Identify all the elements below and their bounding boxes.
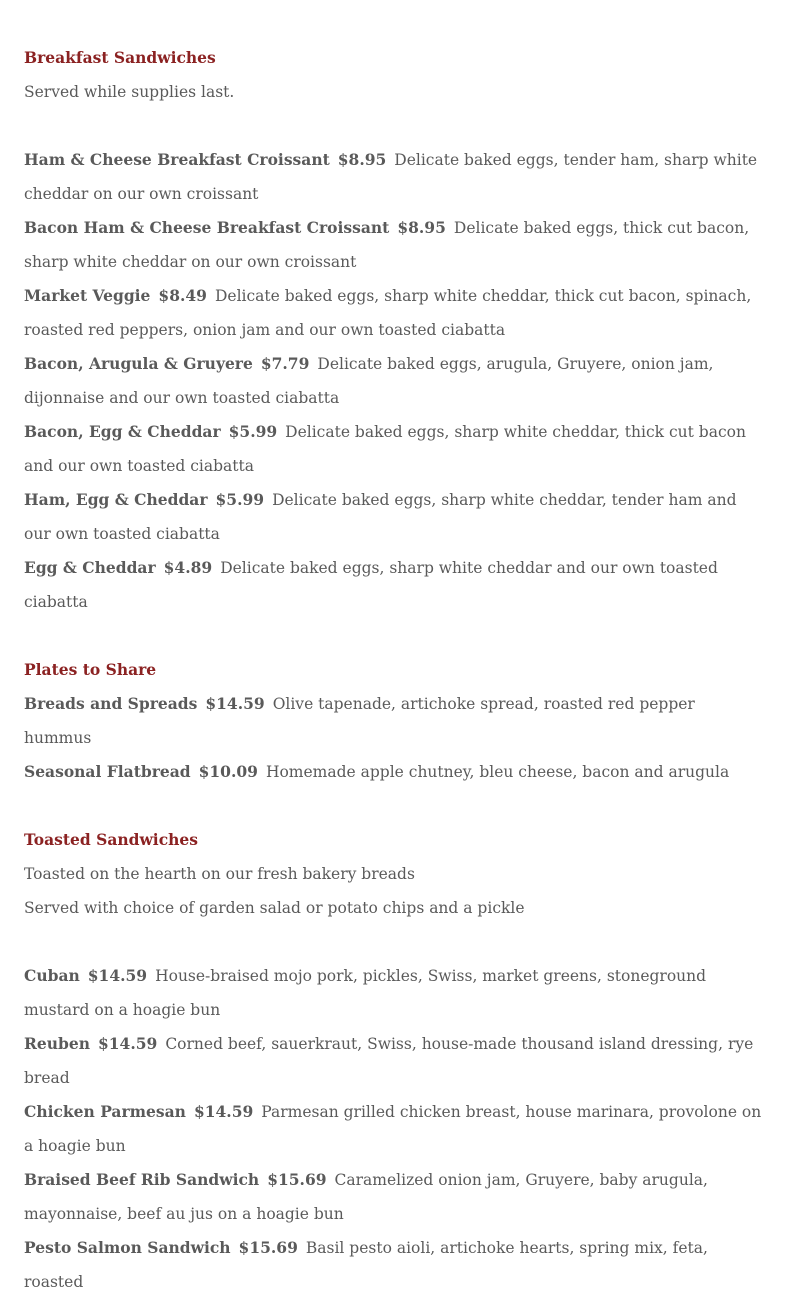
item-price: $8.49 (158, 286, 207, 305)
intro-text (24, 0, 764, 7)
item-name: Ham & Cheese Breakfast Croissant (24, 150, 330, 169)
item-description: Olive tapenade, artichoke spread, roasted red pepper hummus (24, 695, 695, 747)
item-name: Breads and Spreads (24, 694, 198, 713)
section-heading-toasted: Toasted Sandwiches (24, 830, 198, 849)
menu-item (24, 347, 764, 415)
item-description: Basil pesto aioli, artichoke hearts, spring mix, feta, roasted (24, 1239, 708, 1291)
item-description: Caramelized onion jam, Gruyere, baby arugula, mayonnaise, beef au jus on a hoagie bun (24, 1171, 708, 1223)
section-note: Served while supplies last. (24, 83, 235, 101)
item-price: $15.69 (267, 1170, 327, 1189)
item-price: $14.59 (97, 1034, 158, 1053)
item-price: $14.59 (193, 1102, 254, 1121)
item-name: Bacon Ham & Cheese Breakfast Croissant (24, 218, 390, 237)
item-name: Bacon, Egg & Cheddar (24, 422, 221, 441)
item-name: Egg & Cheddar (24, 558, 156, 577)
item-name: Chicken Parmesan (24, 1102, 186, 1121)
item-price: $4.89 (163, 558, 213, 577)
item-name: Braised Beef Rib Sandwich (24, 1170, 260, 1189)
item-name: Cuban (24, 966, 80, 985)
item-name: Ham, Egg & Cheddar (24, 490, 208, 509)
item-price: $5.99 (228, 422, 278, 441)
item-description: Delicate baked eggs, tender ham, sharp white cheddar on our own croissant (24, 151, 758, 203)
menu-item (24, 1095, 764, 1163)
item-description: Delicate baked eggs, sharp white cheddar and our own toasted ciabatta (24, 559, 718, 611)
item-description: Delicate baked eggs, sharp white cheddar, tender ham and our own toasted ciabatta (24, 491, 737, 543)
menu-item (24, 211, 764, 279)
item-name: Bacon, Arugula & Gruyere (24, 354, 253, 373)
menu-item (24, 483, 764, 551)
menu-item (24, 415, 764, 483)
section-note: Toasted on the hearth on our fresh bakery breads (24, 865, 415, 883)
item-description: Delicate baked eggs, sharp white cheddar, thick cut bacon, spinach, roasted red peppers, onion jam and our own toasted ciabatta (24, 287, 752, 339)
section-heading-plates: Plates to Share (24, 660, 157, 679)
item-description: Delicate baked eggs, thick cut bacon, sharp white cheddar on our own croissant (24, 219, 750, 271)
item-name: Reuben (24, 1034, 90, 1053)
menu-item (24, 1231, 764, 1299)
item-name: Pesto Salmon Sandwich (24, 1238, 231, 1257)
item-price: $7.79 (260, 354, 310, 373)
item-description: Delicate baked eggs, arugula, Gruyere, onion jam, dijonnaise and our own toasted ciabatta (24, 355, 714, 407)
item-price: $5.99 (215, 490, 265, 509)
menu-item (24, 687, 764, 755)
item-name: Seasonal Flatbread (24, 762, 191, 781)
menu-item (24, 279, 764, 347)
item-description: Parmesan grilled chicken breast, house marinara, provolone on a hoagie bun (24, 1103, 762, 1155)
menu-item (24, 551, 764, 619)
item-price: $8.95 (397, 218, 446, 237)
item-description: Delicate baked eggs, sharp white cheddar, thick cut bacon and our own toasted ciabatta (24, 423, 746, 475)
item-price: $14.59 (205, 694, 265, 713)
item-description: Homemade apple chutney, bleu cheese, bacon and arugula (265, 763, 730, 781)
item-name: Market Veggie (24, 286, 151, 305)
menu-item (24, 1027, 764, 1095)
menu-item (24, 959, 764, 1027)
menu-item (24, 755, 764, 789)
item-description: House-braised mojo pork, pickles, Swiss, market greens, stoneground mustard on a hoagie bun (24, 967, 707, 1019)
section-heading-breakfast: Breakfast Sandwiches (24, 48, 216, 67)
menu-item (24, 1163, 764, 1231)
menu-page (24, 0, 764, 1299)
item-price: $14.59 (87, 966, 148, 985)
menu-item (24, 143, 764, 211)
item-price: $10.09 (198, 762, 258, 781)
item-price: $8.95 (337, 150, 387, 169)
item-description: Corned beef, sauerkraut, Swiss, house-made thousand island dressing, rye bread (24, 1035, 754, 1087)
section-note: Served with choice of garden salad or potato chips and a pickle (24, 899, 525, 917)
item-price: $15.69 (238, 1238, 298, 1257)
